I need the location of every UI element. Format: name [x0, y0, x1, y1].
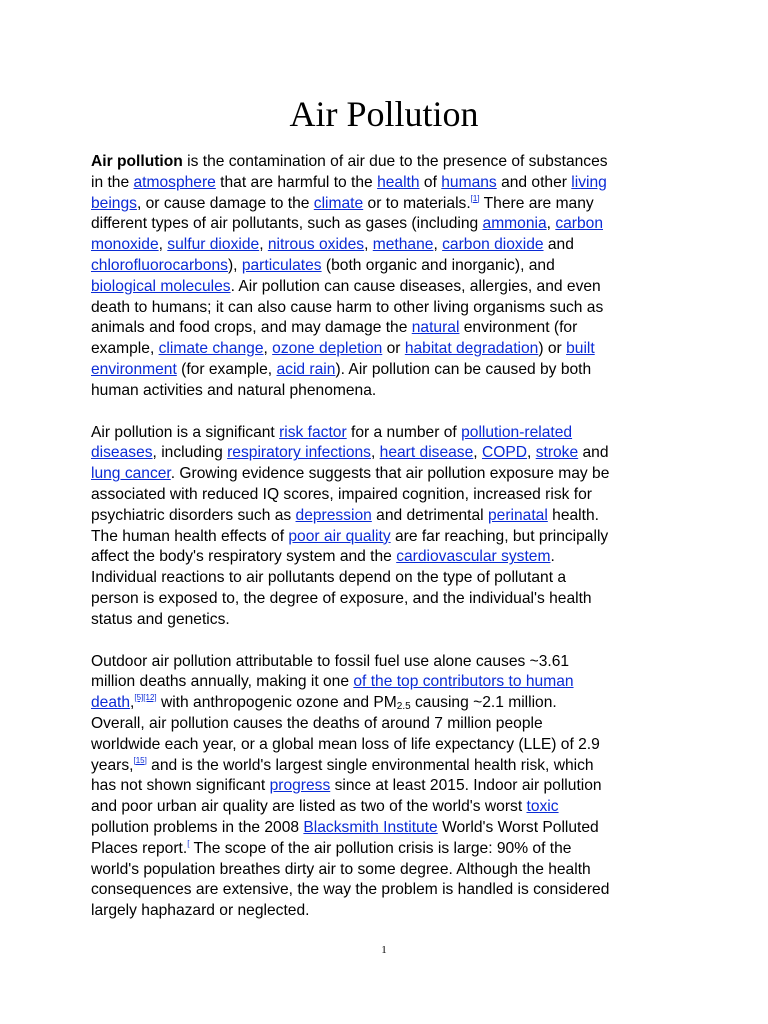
link-poor-air-quality[interactable]: poor air quality: [288, 527, 391, 545]
link-carbon-monoxide-cont[interactable]: monoxide: [91, 236, 159, 254]
link-built-environment-cont[interactable]: environment: [91, 360, 177, 378]
ref-1[interactable]: [1]: [470, 193, 480, 203]
link-ammonia[interactable]: ammonia: [482, 215, 547, 233]
page-title: Air Pollution: [289, 94, 479, 134]
link-pollution-related-diseases[interactable]: pollution-related: [461, 423, 573, 441]
link-biological-molecules[interactable]: biological molecules: [91, 277, 231, 295]
link-carbon-dioxide[interactable]: carbon dioxide: [442, 236, 544, 254]
paragraph-2: Air pollution is a significant risk factor for a number of pollution-related diseases, including respiratory infections, heart disease, COPD, stroke and lung cancer. Growing evidence suggests that air pollution exposure may be associated with reduced IQ scores, impaired cognition, increased risk for psychiatric disorders such as depression and detrimental perinatal health. The human health effects of poor air quality are far reaching, but principally affect the body's respiratory system and the cardiovascular system. Individual reactions to air pollutants depend on the type of pollutant a person is exposed to, the degree of exposure, and the individual's health status and genetics.: [91, 423, 610, 628]
link-nitrous-oxides[interactable]: nitrous oxides: [267, 236, 365, 254]
link-lung-cancer[interactable]: lung cancer: [91, 465, 171, 483]
link-chlorofluorocarbons[interactable]: chlorofluorocarbons: [91, 256, 228, 274]
link-climate[interactable]: climate: [313, 194, 364, 212]
link-living-beings[interactable]: living: [571, 173, 607, 191]
link-progress[interactable]: progress: [269, 777, 331, 795]
link-stroke[interactable]: stroke: [535, 444, 579, 462]
link-pollution-related-diseases-cont[interactable]: diseases: [91, 444, 153, 462]
link-ozone-depletion[interactable]: ozone depletion: [272, 340, 383, 358]
link-top-contributors-cont[interactable]: death: [91, 694, 131, 712]
link-toxic[interactable]: toxic: [526, 798, 559, 816]
ref-5-12[interactable]: [5][12]: [134, 693, 157, 703]
link-natural[interactable]: natural: [411, 319, 460, 337]
link-acid-rain[interactable]: acid rain: [276, 360, 336, 378]
link-sulfur-dioxide[interactable]: sulfur dioxide: [167, 236, 260, 254]
article-body: [91, 152, 687, 943]
link-methane[interactable]: methane: [372, 236, 434, 254]
paragraph-3: Outdoor air pollution attributable to fossil fuel use alone causes ~3.61 million deaths annually, making it one of the top contributors to human death,[5][12] with anthropogenic ozone and $PM_{2.5}$ causing ~2.1 million. Overall, air pollution causes the deaths of around 7 million people worldwide each year, or a global mean loss of life expectancy (LLE) of 2.9 years,[15] and is the world's largest single environmental health risk, which has not shown significant progress since at least 2015. Indoor air pollution and poor urban air quality are listed as two of the world's worst toxic pollution problems in the 2008 Blacksmith Institute World's Worst Polluted Places report.[ The scope of the air pollution crisis is large: 90% of the world's population breathes dirty air to some degree. Although the health consequences are extensive, the way the problem is handled is considered largely haphazard or neglected.: [91, 652, 610, 920]
link-respiratory-infections[interactable]: respiratory infections: [227, 444, 371, 462]
link-particulates[interactable]: particulates: [241, 256, 322, 274]
link-heart-disease[interactable]: heart disease: [379, 444, 474, 462]
link-carbon-monoxide[interactable]: carbon: [555, 215, 604, 233]
link-health[interactable]: health: [377, 173, 420, 191]
ref-15[interactable]: [15]: [133, 755, 147, 765]
link-humans[interactable]: humans: [441, 173, 497, 191]
ref-bracket[interactable]: [: [187, 838, 190, 848]
pm-subscript: 2.5: [396, 701, 411, 713]
link-living-beings-cont[interactable]: beings: [91, 194, 137, 212]
paragraph-1: Air pollution is the contamination of air due to the presence of substances in the atmosphere that are harmful to the health of humans and other living beings, or cause damage to the climate or to materials.[1] There are many different types of air pollutants, such as gases (including ammonia, carbon monoxide, sulfur dioxide, nitrous oxides, methane, carbon dioxide and chlorofluorocarbons), particulates (both organic and inorganic), and biological molecules. Air pollution can cause diseases, allergies, and even death to humans; it can also cause harm to other living organisms such as animals and food crops, and may damage the natural environment (for example, climate change, ozone depletion or habitat degradation) or built environment (for example, acid rain). Air pollution can be caused by both human activities and natural phenomena.: [91, 153, 608, 399]
link-risk-factor[interactable]: risk factor: [279, 423, 347, 441]
link-habitat-degradation[interactable]: habitat degradation: [404, 340, 539, 358]
link-built-environment[interactable]: built: [566, 340, 595, 358]
link-cardiovascular-system[interactable]: cardiovascular system: [396, 548, 551, 566]
link-perinatal[interactable]: perinatal: [487, 506, 548, 524]
link-blacksmith-institute[interactable]: Blacksmith Institute: [303, 818, 438, 836]
link-atmosphere[interactable]: atmosphere: [133, 173, 216, 191]
page-number: 1: [381, 944, 387, 956]
link-depression[interactable]: depression: [295, 506, 372, 524]
link-top-contributors-to-human-death[interactable]: of the top contributors to human: [353, 673, 574, 691]
link-copd[interactable]: COPD: [481, 444, 528, 462]
link-climate-change[interactable]: climate change: [158, 340, 264, 358]
lead-term: Air pollution: [91, 153, 183, 170]
